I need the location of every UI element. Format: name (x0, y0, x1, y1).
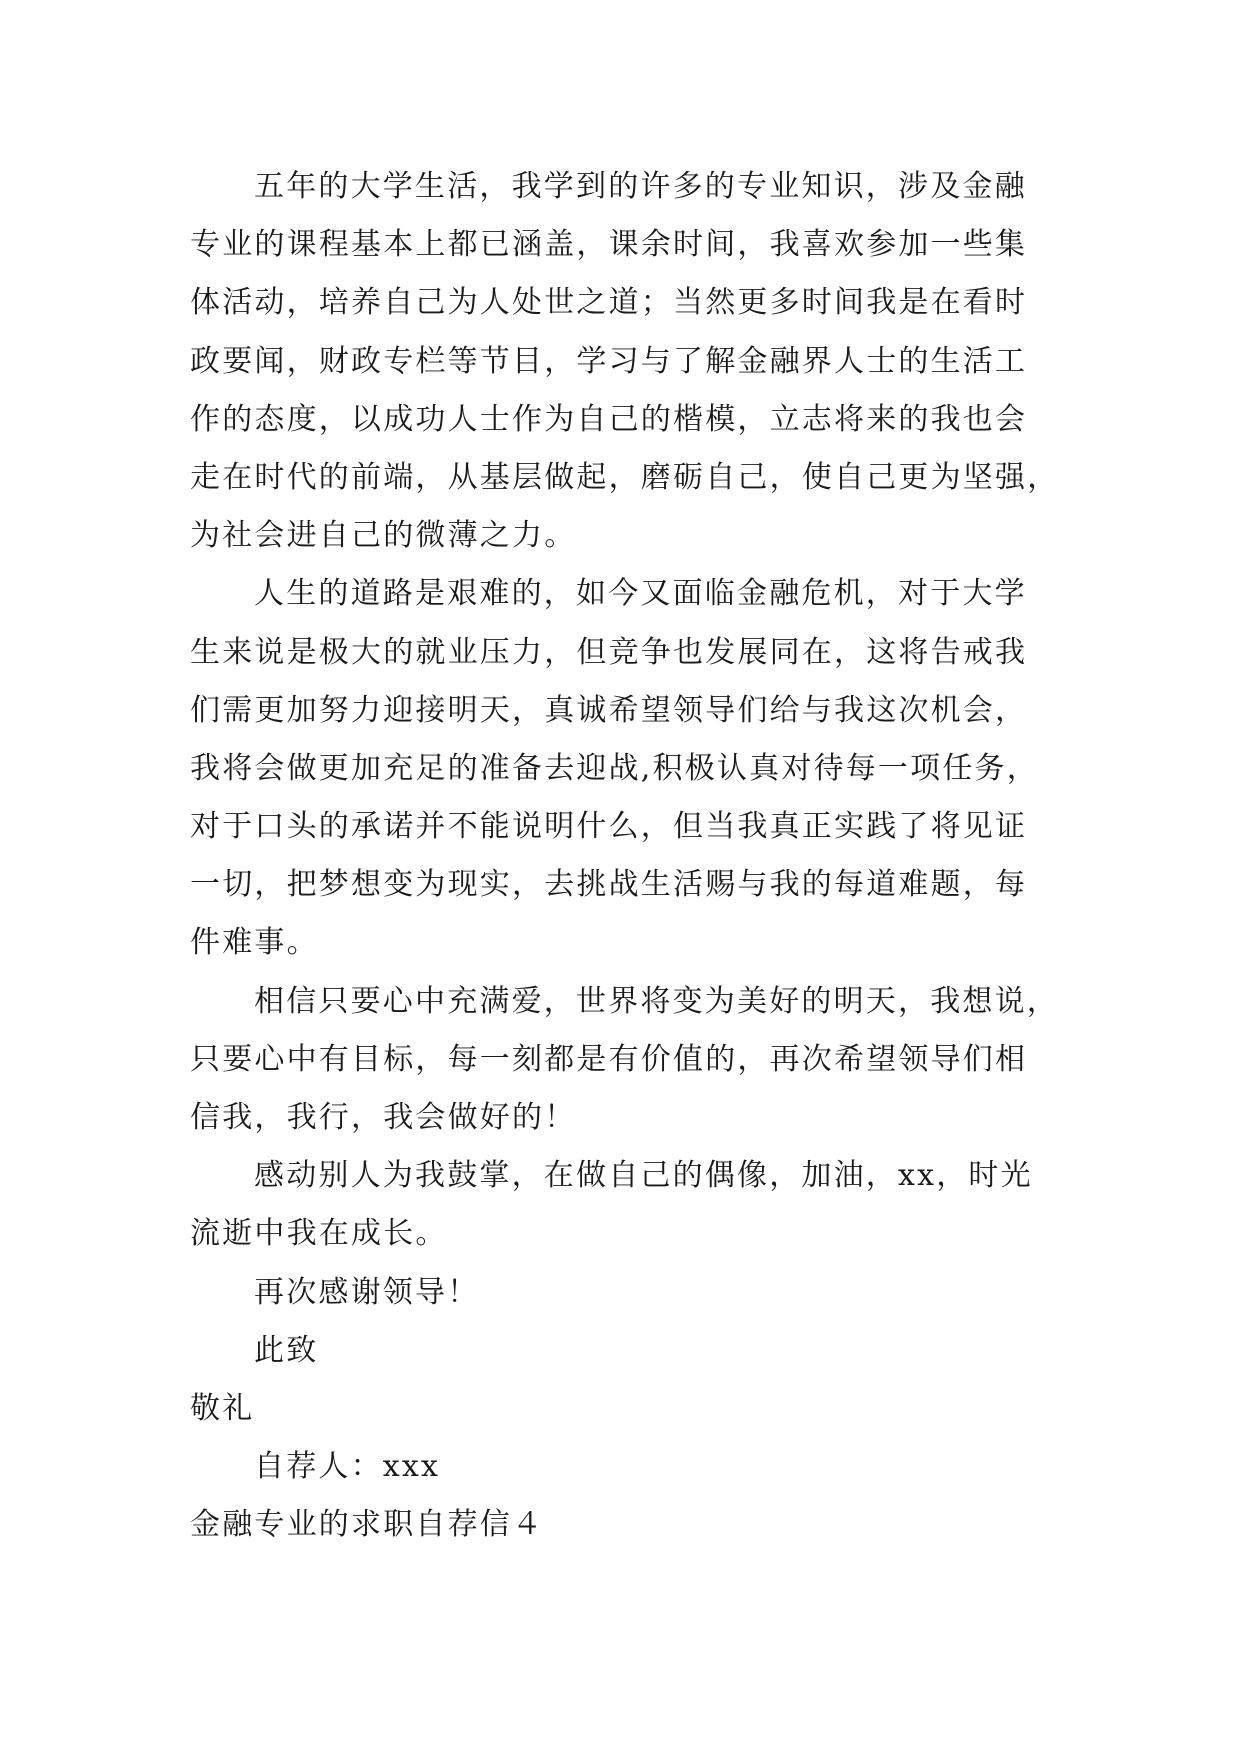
paragraph-2-line-3: 们需更加努力迎接明天，真诚希望领导们给与我这次机会， (190, 692, 1028, 728)
signature-line: 自荐人：xxx (254, 1449, 441, 1485)
paragraph-2-line-6: 一切，把梦想变为现实，去挑战生活赐与我的每道难题，每 (190, 867, 1028, 903)
paragraph-3-line-1: 相信只要心中充满爱，世界将变为美好的明天，我想说， (254, 983, 1059, 1019)
paragraph-1-line-4: 政要闻，财政专栏等节目，学习与了解金融界人士的生活工 (190, 343, 1028, 379)
paragraph-2-line-4: 我将会做更加充足的准备去迎战,积极认真对待每一项任务， (190, 750, 1039, 786)
thanks-line: 再次感谢领导！ (254, 1274, 480, 1310)
paragraph-4-line-2: 流逝中我在成长。 (190, 1216, 448, 1252)
paragraph-2-line-7: 件难事。 (190, 925, 319, 961)
paragraph-1-line-3: 体活动，培养自己为人处世之道；当然更多时间我是在看时 (190, 285, 1028, 321)
paragraph-4-line-1: 感动别人为我鼓掌，在做自己的偶像，加油，xx，时光 (254, 1158, 1033, 1194)
letter-body (190, 158, 1070, 1555)
paragraph-1-line-5: 作的态度，以成功人士作为自己的楷模，立志将来的我也会 (190, 401, 1028, 437)
next-section-title: 金融专业的求职自荐信４ (190, 1507, 545, 1543)
paragraph-1-line-6: 走在时代的前端，从基层做起，磨砺自己，使自己更为坚强， (190, 459, 1060, 495)
closing-respect: 敬礼 (190, 1390, 255, 1426)
paragraph-2-line-2: 生来说是极大的就业压力，但竞争也发展同在，这将告戒我 (190, 634, 1028, 670)
paragraph-1-line-2: 专业的课程基本上都已涵盖，课余时间，我喜欢参加一些集 (190, 227, 1028, 263)
paragraph-2-line-5: 对于口头的承诺并不能说明什么，但当我真正实践了将见证 (190, 809, 1028, 845)
paragraph-1-line-1: 五年的大学生活，我学到的许多的专业知识，涉及金融 (254, 169, 1027, 204)
paragraph-2-line-1: 人生的道路是艰难的，如今又面临金融危机，对于大学 (254, 576, 1027, 612)
closing-salutation: 此致 (254, 1332, 319, 1368)
paragraph-3-line-3: 信我，我行，我会做好的！ (190, 1100, 577, 1135)
paragraph-3-line-2: 只要心中有目标，每一刻都是有价值的，再次希望领导们相 (190, 1041, 1028, 1077)
paragraph-1-line-7: 为社会进自己的微薄之力。 (190, 518, 577, 554)
